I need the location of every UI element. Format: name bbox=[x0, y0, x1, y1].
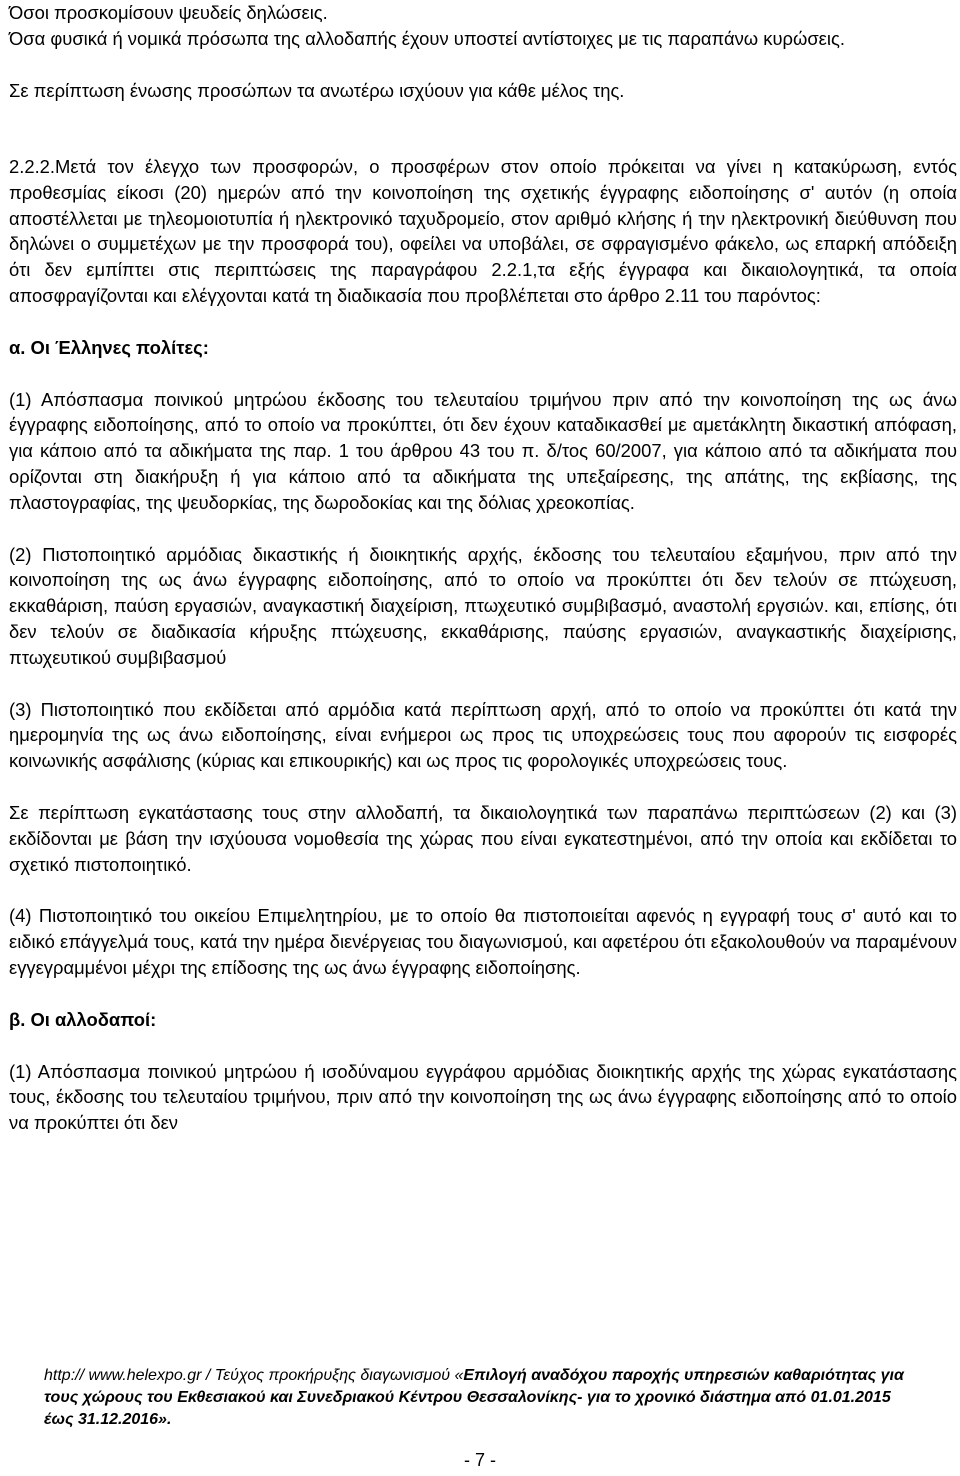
greek-citizens-heading: α. Οι Έλληνες πολίτες: bbox=[9, 336, 209, 358]
greek-item-4: (4) Πιστοποιητικό του οικείου Επιμελητηρίου, με το οποίο θα πιστοποιείται αφενός η εγγραφή τους σ' αυτό και το ειδικό επάγγελμά τους, κατά την ημέρα διενέργειας του διαγωνισμού, και αφετέρου ότι εξακολουθούν να παραμένουν εγγεγραμμένοι μέχρι της επίδοσης της ως άνω έγγραφης ειδοποίησης. bbox=[9, 905, 957, 978]
section-number: 2.2.2. bbox=[9, 156, 56, 177]
document-body bbox=[9, 154, 957, 1162]
footer-title: Επιλογή αναδόχου παροχής υπηρεσιών καθαριότητας για τους χώρους του Εκθεσιακού και Συνεδριακού Κέντρου Θεσσαλονίκης- για το χρονικό διάστημα από 01.01.2015 έως 31.12.2016». bbox=[44, 1367, 904, 1428]
foreign-item-1: (1) Απόσπασμα ποινικού μητρώου ή ισοδύναμου εγγράφου αρμόδιας διοικητικής αρχής της χώρας εγκατάστασης τους, έκδοσης του τελευταίου τριμήνου, πριν από την κοινοποίηση της ως άνω έγγραφης ειδοποίησης από το οποίο να προκύπτει ότι δεν bbox=[9, 1060, 957, 1134]
top-line-3: Σε περίπτωση ένωσης προσώπων τα ανωτέρω ισχύουν για κάθε μέλος της. bbox=[9, 80, 625, 101]
top-block bbox=[9, 0, 957, 104]
greek-item-2: (2) Πιστοποιητικό αρμόδιας δικαστικής ή διοικητικής αρχής, έκδοσης του τελευταίου εξαμήνου, πριν από την κοινοποίηση της ως άνω έγγραφης ειδοποίησης, από το οποίο να προκύπτει ότι δεν τελούν σε πτώχευση, εκκαθάριση, παύση εργασιών, αναγκαστική διαχείριση, πτωχευτικό συμβιβασμό, αναστολή εργσιών. και, επίσης, ότι δεν τελούν σε διαδικασία κήρυξης πτώχευσης, εκκαθάρισης, παύσης εργασιών, αναγκαστικής διαχείρισης, πτωχευτικού συμβιβασμού bbox=[9, 543, 957, 668]
greek-item-note: Σε περίπτωση εγκατάστασης τους στην αλλοδαπή, τα δικαιολογητικά των παραπάνω περιπτώσεων (2) και (3) εκδίδονται με βάση την ισχύουσα νομοθεσία της χώρας που είναι εγκατεστημένοι, από την οποία και εκδίδεται το σχετικό πιστοποιητικό. bbox=[9, 801, 957, 875]
page-number: - 7 - bbox=[463, 1450, 496, 1470]
footer-prefix: http:// www.helexpo.gr / Τεύχος προκήρυξης διαγωνισμού « bbox=[44, 1367, 464, 1384]
top-line-1: Όσοι προσκομίσουν ψευδείς δηλώσεις. bbox=[9, 2, 328, 23]
foreigners-heading: β. Οι αλλοδαποί: bbox=[9, 1008, 157, 1030]
section-intro-text: Μετά τον έλεγχο των προσφορών, ο προσφέρων στον οποίο πρόκειται να γίνει η κατακύρωση, εντός προθεσμίας είκοσι (20) ημερών από την κοινοποίηση της σχετικής έγγραφης ειδοποίησης σ' αυτόν (η οποία αποστέλλεται με τηλεομοιοτυπία ή ηλεκτρονικό ταχυδρομείο, στον αριθμό κλήσης ή την ηλεκτρονική διεύθυνση που δηλώνει ο συμμετέχων με την προσφορά του), οφείλει να υποβάλει, σε σφραγισμένο φάκελο, ως επαρκή απόδειξη ότι δεν εμπίπτει στις περιπτώσεις της παραγράφου 2.2.1,τα εξής έγγραφα και δικαιολογητικά, τα οποία αποσφραγίζονται και ελέγχονται κατά τη διαδικασία που προβλέπεται στο άρθρο 2.11 του παρόντος: bbox=[9, 156, 957, 306]
greek-item-3: (3) Πιστοποιητικό που εκδίδεται από αρμόδια κατά περίπτωση αρχή, από το οποίο να προκύπτει ότι κατά την ημερομηνία της ως άνω ειδοποίησης, είναι ενήμεροι ως προς τις υποχρεώσεις τους που αφορούν τις εισφορές κοινωνικής ασφάλισης (κύριας και επικουρικής) και ως προς τις φορολογικές υποχρεώσεις τους. bbox=[9, 698, 957, 772]
greek-item-1: (1) Απόσπασμα ποινικού μητρώου έκδοσης του τελευταίου τριμήνου πριν από την κοινοποίηση της ως άνω έγγραφης ειδοποίησης, από το οποίο να προκύπτει, ότι δεν έχουν καταδικασθεί με αμετάκλητη δικαστική απόφαση, για κάποιο από τα αδικήματα της παρ. 1 του άρθρου 43 του π. δ/τος 60/2007, για κάποιο από τα αδικήματα που ορίζονται στη διακήρυξη ή για κάποιο από τα αδικήματα της υπεξαίρεσης, της απάτης, της εκβίασης, της πλαστογραφίας, της ψευδορκίας, της δωροδοκίας και της δόλιας χρεοκοπίας. bbox=[9, 388, 957, 513]
section-intro bbox=[9, 154, 957, 309]
page-footer bbox=[44, 1365, 924, 1431]
top-line-2: Όσα φυσικά ή νομικά πρόσωπα της αλλοδαπής έχουν υποστεί αντίστοιχες με τις παραπάνω κυρώσεις. bbox=[9, 28, 845, 49]
